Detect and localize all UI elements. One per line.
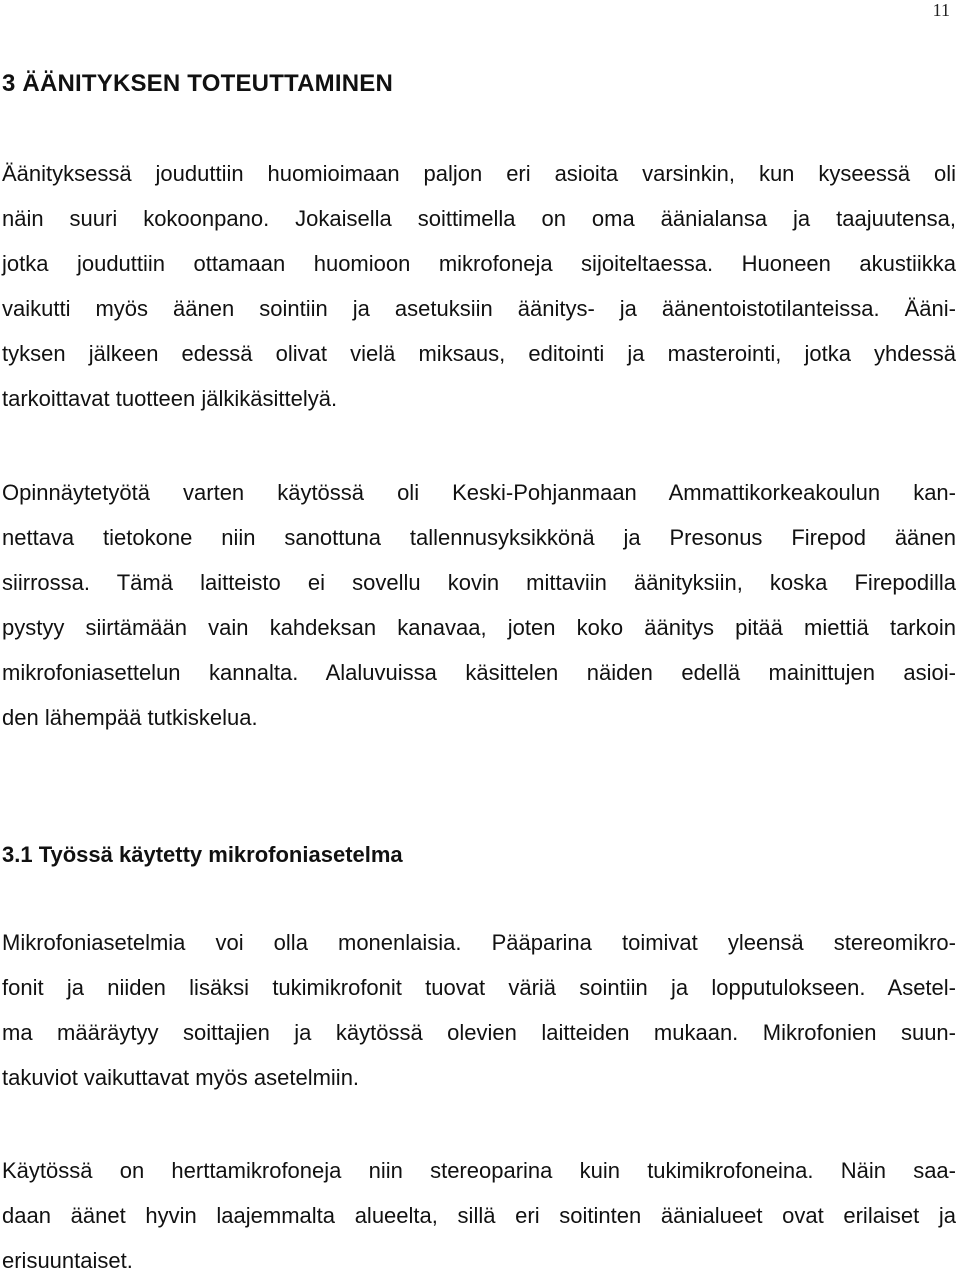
paragraph-setups xyxy=(2,920,956,1100)
paragraph-line: nettava tietokone niin sanottuna tallennusyksikkönä ja Presonus Firepod äänen xyxy=(2,525,956,550)
paragraph-line: den lähempää tutkiskelua. xyxy=(2,705,258,730)
paragraph-line: Opinnäytetyötä varten käytössä oli Keski-Pohjanmaan Ammattikorkeakoulun kan- xyxy=(2,480,956,505)
chapter-heading: 3 ÄÄNITYKSEN TOTEUTTAMINEN xyxy=(2,70,393,97)
section-heading: 3.1 Työssä käytetty mikrofoniasetelma xyxy=(2,842,403,867)
page-number: 11 xyxy=(932,0,950,20)
paragraph-line: jotka jouduttiin ottamaan huomioon mikrofoneja sijoiteltaessa. Huoneen akustiikka xyxy=(2,251,956,276)
paragraph-intro xyxy=(2,151,956,421)
paragraph-line: mikrofoniasettelun kannalta. Alaluvuissa käsittelen näiden edellä mainittujen asioi- xyxy=(2,660,956,685)
paragraph-cardioid xyxy=(2,1148,956,1283)
paragraph-line: Käytössä on herttamikrofoneja niin stereoparina kuin tukimikrofoneina. Näin saa- xyxy=(2,1158,956,1183)
paragraph-line: siirrossa. Tämä laitteisto ei sovellu kovin mittaviin äänityksiin, koska Firepodilla xyxy=(2,570,956,595)
paragraph-line: pystyy siirtämään vain kahdeksan kanavaa, joten koko äänitys pitää miettiä tarkoin xyxy=(2,615,956,640)
paragraph-line: Äänityksessä jouduttiin huomioimaan paljon eri asioita varsinkin, kun kyseessä oli xyxy=(2,161,956,186)
paragraph-line: daan äänet hyvin laajemmalta alueelta, sillä eri soitinten äänialueet ovat erilaiset ja xyxy=(2,1203,956,1228)
paragraph-line: vaikutti myös äänen sointiin ja asetuksiin äänitys- ja äänentoistotilanteissa. Ääni- xyxy=(2,296,956,321)
paragraph-line: tarkoittavat tuotteen jälkikäsittelyä. xyxy=(2,386,338,411)
paragraph-equipment xyxy=(2,470,956,740)
paragraph-line: takuviot vaikuttavat myös asetelmiin. xyxy=(2,1065,360,1090)
paragraph-line: ma määräytyy soittajien ja käytössä olevien laitteiden mukaan. Mikrofonien suun- xyxy=(2,1020,956,1045)
paragraph-line: näin suuri kokoonpano. Jokaisella soittimella on oma äänialansa ja taajuutensa, xyxy=(2,206,956,231)
paragraph-line: Mikrofoniasetelmia voi olla monenlaisia. Pääparina toimivat yleensä stereomikro- xyxy=(2,930,956,955)
paragraph-line: erisuuntaiset. xyxy=(2,1248,133,1273)
paragraph-line: fonit ja niiden lisäksi tukimikrofonit tuovat väriä sointiin ja lopputulokseen. Asetel- xyxy=(2,975,956,1000)
paragraph-line: tyksen jälkeen edessä olivat vielä miksaus, editointi ja masterointi, jotka yhdessä xyxy=(2,341,956,366)
